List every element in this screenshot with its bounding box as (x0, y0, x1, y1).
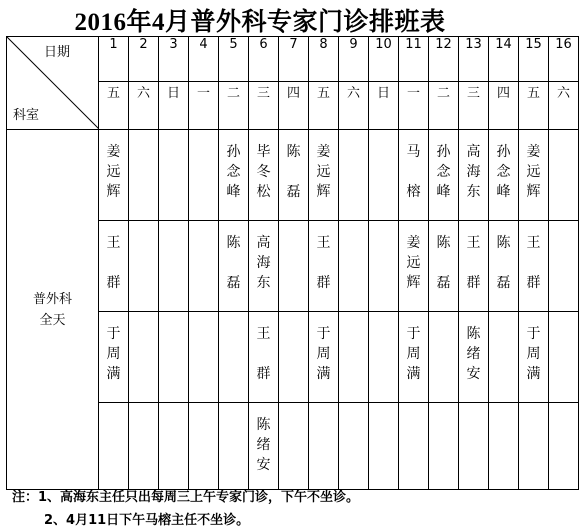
doctor-name: 陈 磊 (226, 235, 241, 291)
doctor-cell (549, 130, 579, 221)
day-number-cell: 10 (369, 37, 399, 82)
weekday-cell: 四 (489, 82, 519, 130)
doctor-cell (519, 130, 549, 221)
doctor-cell (129, 403, 159, 490)
doctor-cell (519, 403, 549, 490)
doctor-cell (249, 312, 279, 403)
doctor-cell (159, 312, 189, 403)
doctor-cell (99, 130, 129, 221)
doctor-cell (369, 403, 399, 490)
doctor-cell (129, 312, 159, 403)
date-header-label: 日期 (43, 45, 70, 60)
doctor-cell (549, 221, 579, 312)
doctor-cell (549, 403, 579, 490)
doctor-cell (369, 130, 399, 221)
department-name: 普外科 (32, 291, 72, 307)
doctor-cell (309, 403, 339, 490)
doctor-cell (189, 221, 219, 312)
doctor-cell (309, 221, 339, 312)
doctor-name: 姜 远 辉 (526, 144, 541, 200)
doctor-name: 陈 绪 安 (256, 417, 271, 473)
weekday-cell: 二 (219, 82, 249, 130)
doctor-cell (429, 221, 459, 312)
doctor-cell (489, 221, 519, 312)
day-number-cell: 11 (399, 37, 429, 82)
dept-header-label: 科室 (13, 108, 40, 123)
doctor-cell (159, 403, 189, 490)
doctor-name: 高 海 东 (256, 235, 271, 291)
weekday-cell: 三 (249, 82, 279, 130)
doctor-name: 于 周 满 (316, 326, 331, 382)
doctor-cell (399, 403, 429, 490)
doctor-cell (219, 312, 249, 403)
doctor-cell (159, 130, 189, 221)
day-number-cell: 3 (159, 37, 189, 82)
weekday-cell: 五 (519, 82, 549, 130)
doctor-name: 姜 远 辉 (406, 235, 421, 291)
day-number-cell: 2 (129, 37, 159, 82)
weekday-cell: 五 (309, 82, 339, 130)
doctor-cell (369, 221, 399, 312)
doctor-name: 姜 远 辉 (316, 144, 331, 200)
doctor-cell (309, 312, 339, 403)
weekday-cell: 三 (459, 82, 489, 130)
doctor-name: 王 群 (466, 235, 481, 291)
doctor-cell (249, 221, 279, 312)
doctor-cell (339, 221, 369, 312)
doctor-cell (549, 312, 579, 403)
doctor-name: 孙 念 峰 (436, 144, 451, 200)
header-corner-cell (7, 37, 99, 130)
doctor-cell (189, 403, 219, 490)
doctor-cell (459, 221, 489, 312)
doctor-cell (249, 403, 279, 490)
weekday-cell: 五 (99, 82, 129, 130)
doctor-cell (189, 130, 219, 221)
weekday-cell: 六 (339, 82, 369, 130)
doctor-cell (99, 403, 129, 490)
day-number-cell: 7 (279, 37, 309, 82)
doctor-name: 陈 绪 安 (466, 326, 481, 382)
doctor-cell (219, 130, 249, 221)
doctor-cell (129, 130, 159, 221)
doctor-cell (159, 221, 189, 312)
doctor-cell (339, 312, 369, 403)
doctor-cell (489, 130, 519, 221)
doctor-cell (519, 312, 549, 403)
doctor-cell (369, 312, 399, 403)
doctor-cell (429, 403, 459, 490)
doctor-cell (429, 312, 459, 403)
day-number-cell: 6 (249, 37, 279, 82)
doctor-cell (279, 312, 309, 403)
doctor-name: 毕 冬 松 (256, 144, 271, 200)
doctor-name: 高 海 东 (466, 144, 481, 200)
department-hours: 全天 (39, 312, 66, 328)
doctor-name: 孙 念 峰 (496, 144, 511, 200)
weekday-cell: 一 (189, 82, 219, 130)
doctor-name: 于 周 满 (106, 326, 121, 382)
doctor-cell (219, 221, 249, 312)
day-number-cell: 16 (549, 37, 579, 82)
doctor-name: 王 群 (106, 235, 121, 291)
page-title: 2016年4月普外科专家门诊排班表 (74, 9, 446, 36)
doctor-name: 陈 磊 (436, 235, 451, 291)
doctor-cell (459, 312, 489, 403)
day-number-cell: 4 (189, 37, 219, 82)
doctor-name: 陈 磊 (286, 144, 301, 200)
note-1: 注：1、高海东主任只出每周三上午专家门诊，下午不坐诊。 (12, 490, 360, 505)
day-number-cell: 12 (429, 37, 459, 82)
weekday-cell: 日 (159, 82, 189, 130)
day-number-cell: 13 (459, 37, 489, 82)
day-number-cell: 5 (219, 37, 249, 82)
department-cell (7, 130, 99, 490)
note-2: 2、4月11日下午马榕主任不坐诊。 (44, 513, 250, 528)
doctor-cell (519, 221, 549, 312)
schedule-table (6, 36, 579, 490)
doctor-cell (189, 312, 219, 403)
weekday-cell: 四 (279, 82, 309, 130)
weekday-cell: 一 (399, 82, 429, 130)
doctor-cell (339, 403, 369, 490)
day-number-cell: 9 (339, 37, 369, 82)
doctor-name: 陈 磊 (496, 235, 511, 291)
doctor-name: 孙 念 峰 (226, 144, 241, 200)
doctor-name: 王 群 (526, 235, 541, 291)
doctor-cell (429, 130, 459, 221)
doctor-cell (279, 403, 309, 490)
doctor-cell (489, 312, 519, 403)
doctor-cell (489, 403, 519, 490)
weekday-cell: 二 (429, 82, 459, 130)
doctor-cell (99, 312, 129, 403)
day-number-cell: 15 (519, 37, 549, 82)
weekday-cell: 六 (129, 82, 159, 130)
doctor-cell (279, 221, 309, 312)
doctor-cell (399, 130, 429, 221)
doctor-name: 王 群 (256, 326, 271, 382)
day-number-cell: 1 (99, 37, 129, 82)
doctor-cell (219, 403, 249, 490)
schedule-row (7, 130, 579, 221)
doctor-name: 姜 远 辉 (106, 144, 121, 200)
doctor-cell (459, 130, 489, 221)
doctor-name: 于 周 满 (406, 326, 421, 382)
doctor-name: 马 榕 (406, 144, 421, 200)
doctor-cell (399, 312, 429, 403)
doctor-cell (309, 130, 339, 221)
doctor-name: 王 群 (316, 235, 331, 291)
doctor-cell (249, 130, 279, 221)
day-number-cell: 14 (489, 37, 519, 82)
doctor-cell (99, 221, 129, 312)
doctor-cell (129, 221, 159, 312)
weekday-cell: 日 (369, 82, 399, 130)
doctor-cell (279, 130, 309, 221)
day-number-cell: 8 (309, 37, 339, 82)
doctor-cell (459, 403, 489, 490)
doctor-name: 于 周 满 (526, 326, 541, 382)
weekday-cell: 六 (549, 82, 579, 130)
doctor-cell (399, 221, 429, 312)
doctor-cell (339, 130, 369, 221)
